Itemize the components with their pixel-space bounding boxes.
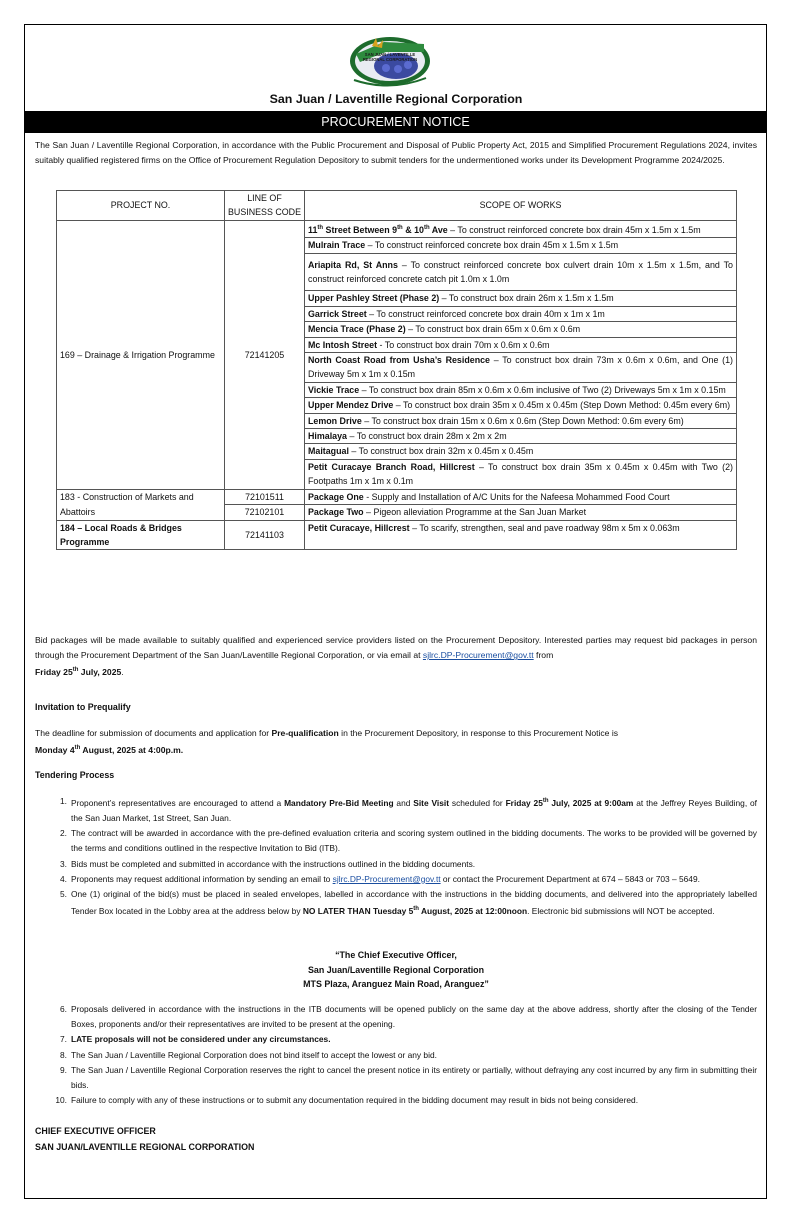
procurement-email-link-2[interactable]: sjlrc.DP-Procurement@gov.tt — [332, 873, 441, 884]
list-item: 2. The contract will be awarded in accordance with the pre-defined evaluation criteria and scoring system outlined in the bidding documents. The works to be provided will be governed by the terms and conditions outlined in the respective Invitation to Bid (ITB). — [60, 828, 757, 854]
scope-item: Mencia Trace (Phase 2) – To construct box drain 65m x 0.6m x 0.6m — [305, 322, 737, 337]
signature-block: CHIEF EXECUTIVE OFFICER SAN JUAN/LAVENTILLE REGIONAL CORPORATION — [35, 1126, 255, 1152]
scope-item: Upper Pashley Street (Phase 2) – To construct box drain 26m x 1.5m x 1.5m — [305, 291, 737, 306]
scope-item: Lemon Drive – To construct box drain 15m x 0.6m x 0.6m (Step Down Method: 0.6m every 6m) — [305, 413, 737, 428]
list-item: 3. Bids must be completed and submitted in accordance with the instructions outlined in the bidding documents. — [60, 858, 476, 869]
project-183: 183 - Construction of Markets and Abattoirs — [57, 489, 225, 520]
tender-box-address: “The Chief Executive Officer, San Juan/Laventille Regional Corporation MTS Plaza, Aranguez Main Road, Aranguez” — [303, 950, 489, 990]
scope-location: 11th Street Between 9th & 10th Ave — [308, 224, 448, 235]
scope-item: Package Two – Pigeon alleviation Programme at the San Juan Market — [305, 505, 737, 520]
list-item: 9. The San Juan / Laventille Regional Corporation reserves the right to cancel the present notice in its entirety or partially, without defraying any cost incurred by any firm in submitting their bids. — [60, 1064, 757, 1091]
tendering-steps-6-10 — [35, 1002, 757, 1108]
table-row — [57, 220, 737, 237]
header-line-of-business: LINE OF BUSINESS CODE — [225, 191, 305, 221]
table-row — [57, 489, 737, 504]
table-header-row — [57, 191, 737, 221]
scope-item: Petit Curacaye Branch Road, Hillcrest – To construct box drain 35m x 0.45m x 0.45m with Two (2) Footpaths 1m x 1m x 0.1m — [305, 459, 737, 489]
project-184: 184 – Local Roads & Bridges Programme — [57, 520, 225, 550]
list-item: 4. Proponents may request additional information by sending an email to sjlrc.DP-Procurement@gov.tt or contact the Procurement Department at 674 – 5843 or 703 – 5649. — [60, 873, 700, 884]
tendering-steps-1-5 — [35, 794, 757, 919]
svg-text:SAN JUAN / LAVENTILLE: SAN JUAN / LAVENTILLE — [364, 52, 416, 57]
notice-title-banner: PROCUREMENT NOTICE — [25, 111, 766, 133]
list-item: 6. Proposals delivered in accordance with the instructions in the ITB documents will be opened publicly on the same day at the above address, shortly after the closing of the Tender Boxes, proponents and/or their representatives are invited to be present at the opening. — [60, 1004, 757, 1030]
prequal-paragraph: The deadline for submission of documents and application for Pre-qualification in the Procurement Depository, in response to this Procurement Notice is Monday 4th August, 2025 at 4:00p.m. — [35, 728, 619, 756]
list-item: 1. Proponent’s representatives are encouraged to attend a Mandatory Pre-Bid Meeting and Site Visit scheduled for Friday 25th July, 2025 at 9:00am at the Jeffrey Reyes Building, of the San Juan Market, 1st Street, San Juan. — [60, 796, 757, 823]
prequal-deadline: Monday 4th August, 2025 at 4:00p.m. — [35, 745, 184, 756]
scope-item: North Coast Road from Usha’s Residence – To construct box drain 73m x 0.6m x 0.6m, and One (1) Driveway 5m x 1m x 0.15m — [305, 353, 737, 383]
scope-item: 11th Street Between 9th & 10th Ave – To construct reinforced concrete box drain 45m x 1.5m x 1.5m — [305, 220, 737, 237]
header-project-no: PROJECT NO. — [57, 191, 225, 221]
code-169: 72141205 — [225, 220, 305, 489]
code-184: 72141103 — [225, 520, 305, 550]
header-scope-of-works: SCOPE OF WORKS — [305, 191, 737, 221]
scope-item: Garrick Street – To construct reinforced concrete box drain 40m x 1m x 1m — [305, 306, 737, 321]
bid-packages-paragraph: Bid packages will be made available to suitably qualified and experienced service providers listed on the Procurement Depository. Interested parties may request bid packages in person through the Procurement Department of the San Juan/Laventille Regional Corporation, or via email at sjlrc.DP-Procurement@gov.tt from Friday 25th July, 2025. — [35, 635, 757, 678]
table-row — [57, 520, 737, 550]
tendering-heading: Tendering Process — [35, 770, 115, 780]
scope-item: Upper Mendez Drive – To construct box drain 35m x 0.45m x 0.45m (Step Down Method: 0.45m every 6m) — [305, 398, 737, 413]
scope-item: Mc Intosh Street - To construct box drain 70m x 0.6m x 0.6m — [305, 337, 737, 352]
organization-name: San Juan / Laventille Regional Corporation — [269, 92, 523, 106]
list-item: 10. Failure to comply with any of these instructions or to submit any documentation required in the bidding document may result in bids not being considered. — [55, 1095, 639, 1106]
scope-item: Himalaya – To construct box drain 28m x 2m x 2m — [305, 429, 737, 444]
corporation-logo — [346, 32, 434, 90]
list-item: 5. One (1) original of the bid(s) must be placed in sealed envelopes, labelled in accordance with the instructions in the bidding documents, and delivered into the appropriately labelled Tender Box located in the Lobby area at the address below by NO LATER THAN Tuesday 5th August, 2025 at 12:00noon. Electronic bid submissions will NOT be accepted. — [60, 889, 757, 917]
procurement-email-link[interactable]: sjlrc.DP-Procurement@gov.tt — [422, 650, 534, 661]
project-169: 169 – Drainage & Irrigation Programme — [57, 220, 225, 489]
list-item: 7. LATE proposals will not be considered under any circumstances. — [60, 1034, 331, 1045]
scope-item: Maitagual – To construct box drain 32m x 0.45m x 0.45m — [305, 444, 737, 459]
intro-paragraph: The San Juan / Laventille Regional Corporation, in accordance with the Public Procurement and Disposal of Public Property Act, 2015 and Simplified Procurement Regulations 2024, invites suitably qualified registered firms on the Office of Procurement Regulation Depository to submit tenders for the undermentioned works under its Development Programme 2024/2025. — [35, 140, 757, 166]
svg-text:REGIONAL CORPORATION: REGIONAL CORPORATION — [362, 57, 418, 62]
scope-item: Mulrain Trace – To construct reinforced concrete box drain 45m x 1.5m x 1.5m — [305, 238, 737, 253]
scope-item: Vickie Trace – To construct box drain 85m x 0.6m x 0.6m inclusive of Two (2) Driveways 5m x 1m x 0.15m — [305, 382, 737, 397]
code-183b: 72102101 — [225, 505, 305, 520]
scope-item: Package One - Supply and Installation of A/C Units for the Nafeesa Mohammed Food Court — [305, 489, 737, 504]
list-item: 8. The San Juan / Laventille Regional Corporation does not bind itself to accept the lowest or any bid. — [60, 1049, 437, 1060]
bid-packages-date: Friday 25th July, 2025 — [35, 667, 122, 678]
prequal-heading: Invitation to Prequalify — [35, 702, 131, 712]
code-183a: 72101511 — [225, 489, 305, 504]
works-table — [56, 190, 737, 550]
scope-item: Ariapita Rd, St Anns – To construct reinforced concrete box culvert drain 10m x 1.5m x 1.5m, and To construct reinforced concrete catch pit 1.0m x 1.0m — [305, 253, 737, 291]
scope-item: Petit Curacaye, Hillcrest – To scarify, strengthen, seal and pave roadway 98m x 5m x 0.063m — [305, 520, 737, 550]
